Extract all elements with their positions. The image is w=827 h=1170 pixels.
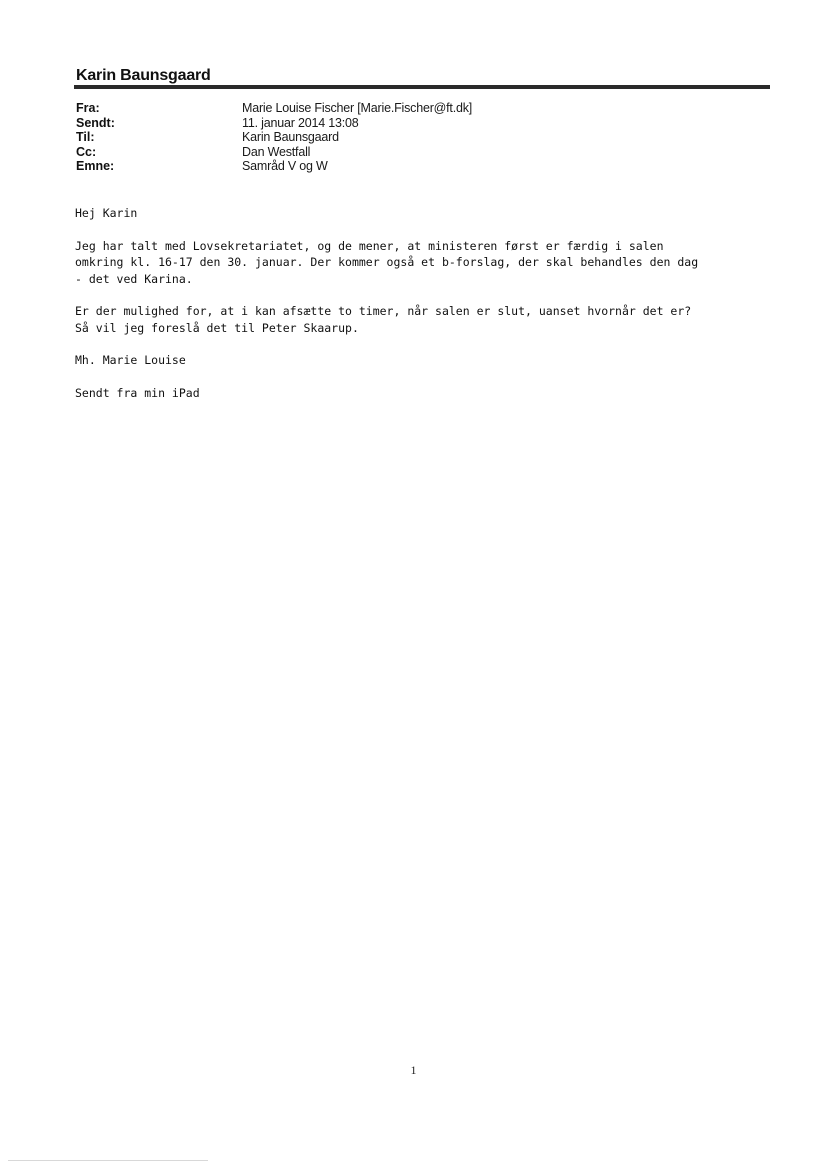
- header-value-from: Marie Louise Fischer [Marie.Fischer@ft.dk]: [242, 101, 473, 115]
- scan-artifact-line: [8, 1160, 208, 1161]
- header-rule: [74, 85, 770, 89]
- page-number: 1: [410, 1063, 417, 1077]
- header-row-to: [76, 130, 716, 145]
- header-value-subject: Samråd V og W: [242, 159, 328, 173]
- header-value-sent: 11. januar 2014 13:08: [242, 115, 359, 130]
- mailbox-owner-name: Karin Baunsgaard: [76, 67, 211, 84]
- header-value-to: Karin Baunsgaard: [242, 130, 339, 144]
- header-label-subject: Emne:: [76, 159, 115, 173]
- header-label-sent: Sendt:: [76, 115, 115, 130]
- header-row-from: [76, 101, 716, 116]
- body-paragraph-2: Er der mulighed for, at i kan afsætte to timer, når salen er slut, uanset hvornår det er? Så vil jeg foreslå det til Peter Skaarup.: [75, 304, 692, 335]
- header-value-cc: Dan Westfall: [242, 144, 311, 159]
- body-paragraph-1: Jeg har talt med Lovsekretariatet, og de mener, at ministeren først er færdig i salen omkring kl. 16-17 den 30. januar. Der kommer også et b-forslag, der skal behandles den dag - det ved Karina.: [75, 238, 699, 286]
- header-label-from: Fra:: [76, 101, 100, 115]
- header-row-subject: [76, 159, 716, 174]
- email-body: [75, 205, 775, 417]
- header-row-cc: [76, 145, 716, 160]
- header-label-cc: Cc:: [76, 144, 97, 159]
- header-row-sent: [76, 116, 716, 131]
- body-signoff: Mh. Marie Louise: [75, 353, 186, 367]
- body-greeting: Hej Karin: [75, 206, 138, 220]
- email-headers: [76, 101, 716, 174]
- header-label-to: Til:: [76, 130, 95, 144]
- body-signature: Sendt fra min iPad: [75, 385, 200, 400]
